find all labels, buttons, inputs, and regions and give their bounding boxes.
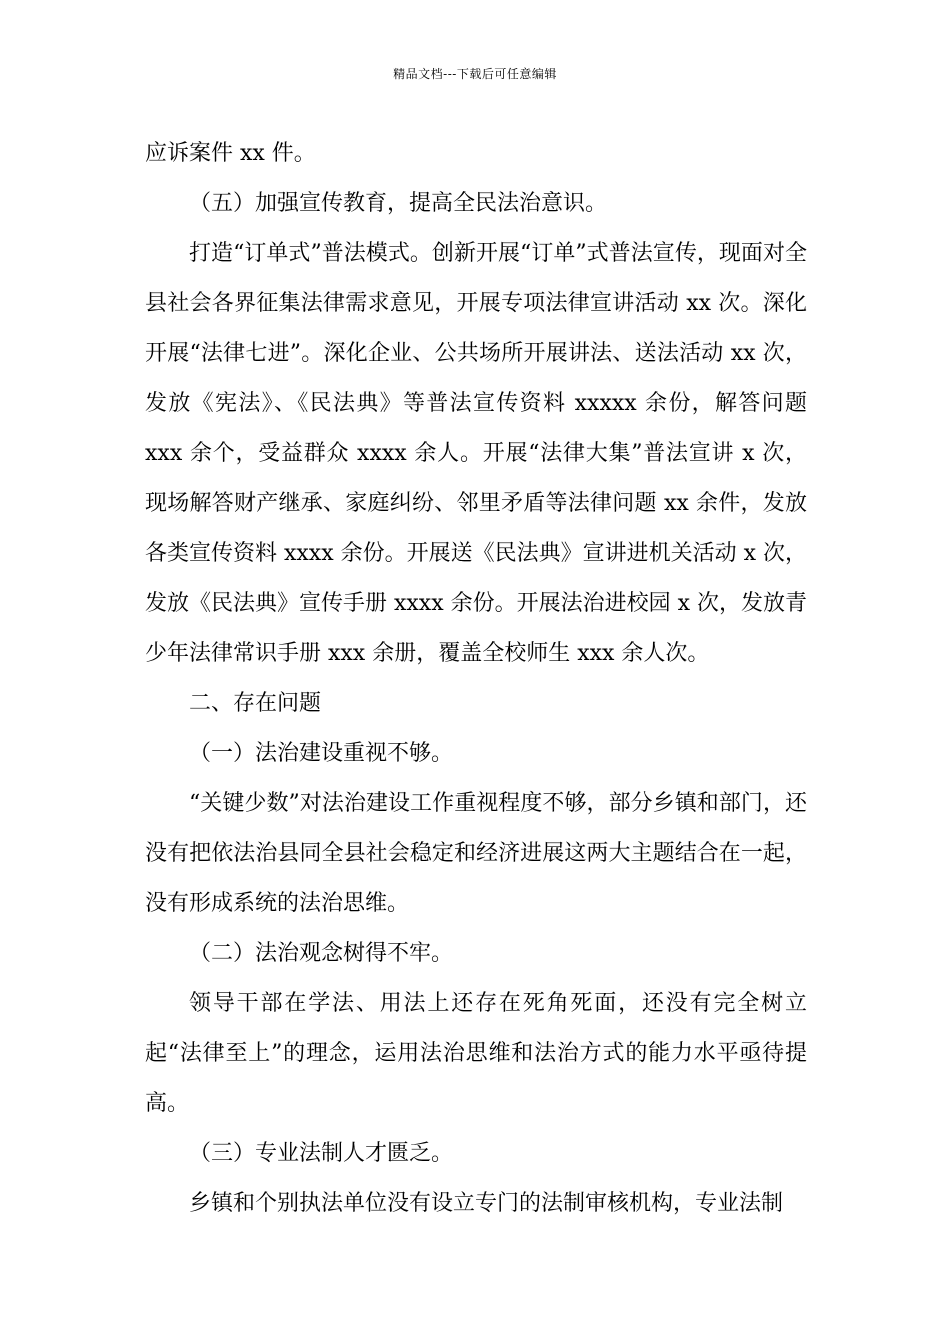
paragraph-publicity: 打造“订单式”普法模式。创新开展“订单”式普法宣传，现面对全县社会各界征集法律需求意见，开展专项法律宣讲活动 xx 次。深化开展“法律七进”。深化企业、公共场所开展讲法、送法活动 xx 次，发放《宪法》、《民法典》等普法宣传资料 xxxxx 余份，解答问题 xxx 余个，受益群众 xxxx 余人。开展“法律大集”普法宣讲 x 次，现场解答财产继承、家庭纠纷、邻里矛盾等法律问题 xx 余件，发放各类宣传资料 xxxx 余份。开展送《民法典》宣讲进机关活动 x 次，发放《民法典》宣传手册 xxxx 余份。开展法治进校园 x 次，发放青少年法律常识手册 xxx 余册，覆盖全校师生 xxx 余人次。: [145, 241, 808, 666]
page-header: 精品文档---下载后可任意编辑: [393, 67, 557, 81]
section-heading-5: （五）加强宣传教育，提高全民法治意识。: [189, 191, 608, 216]
section-heading-2: （二）法治观念树得不牢。: [189, 941, 454, 966]
paragraph-1: 应诉案件 xx 件。: [145, 141, 316, 166]
paragraph-problem-1: “关键少数”对法治建设工作重视程度不够，部分乡镇和部门，还没有把依法治县同全县社会稳定和经济进展这两大主题结合在一起，没有形成系统的法治思维。: [145, 791, 807, 916]
paragraph-problem-2: 领导干部在学法、用法上还存在死角死面，还没有完全树立起“法律至上”的理念，运用法治思维和法治方式的能力水平亟待提高。: [145, 991, 807, 1116]
section-heading-3: （三）专业法制人才匮乏。: [189, 1141, 454, 1166]
paragraph-problem-3: 乡镇和个别执法单位没有设立专门的法制审核机构，专业法制: [189, 1191, 784, 1216]
section-heading-1: （一）法治建设重视不够。: [189, 741, 454, 766]
chapter-heading-problems: 二、存在问题: [189, 691, 322, 716]
document-body: [145, 129, 807, 1229]
